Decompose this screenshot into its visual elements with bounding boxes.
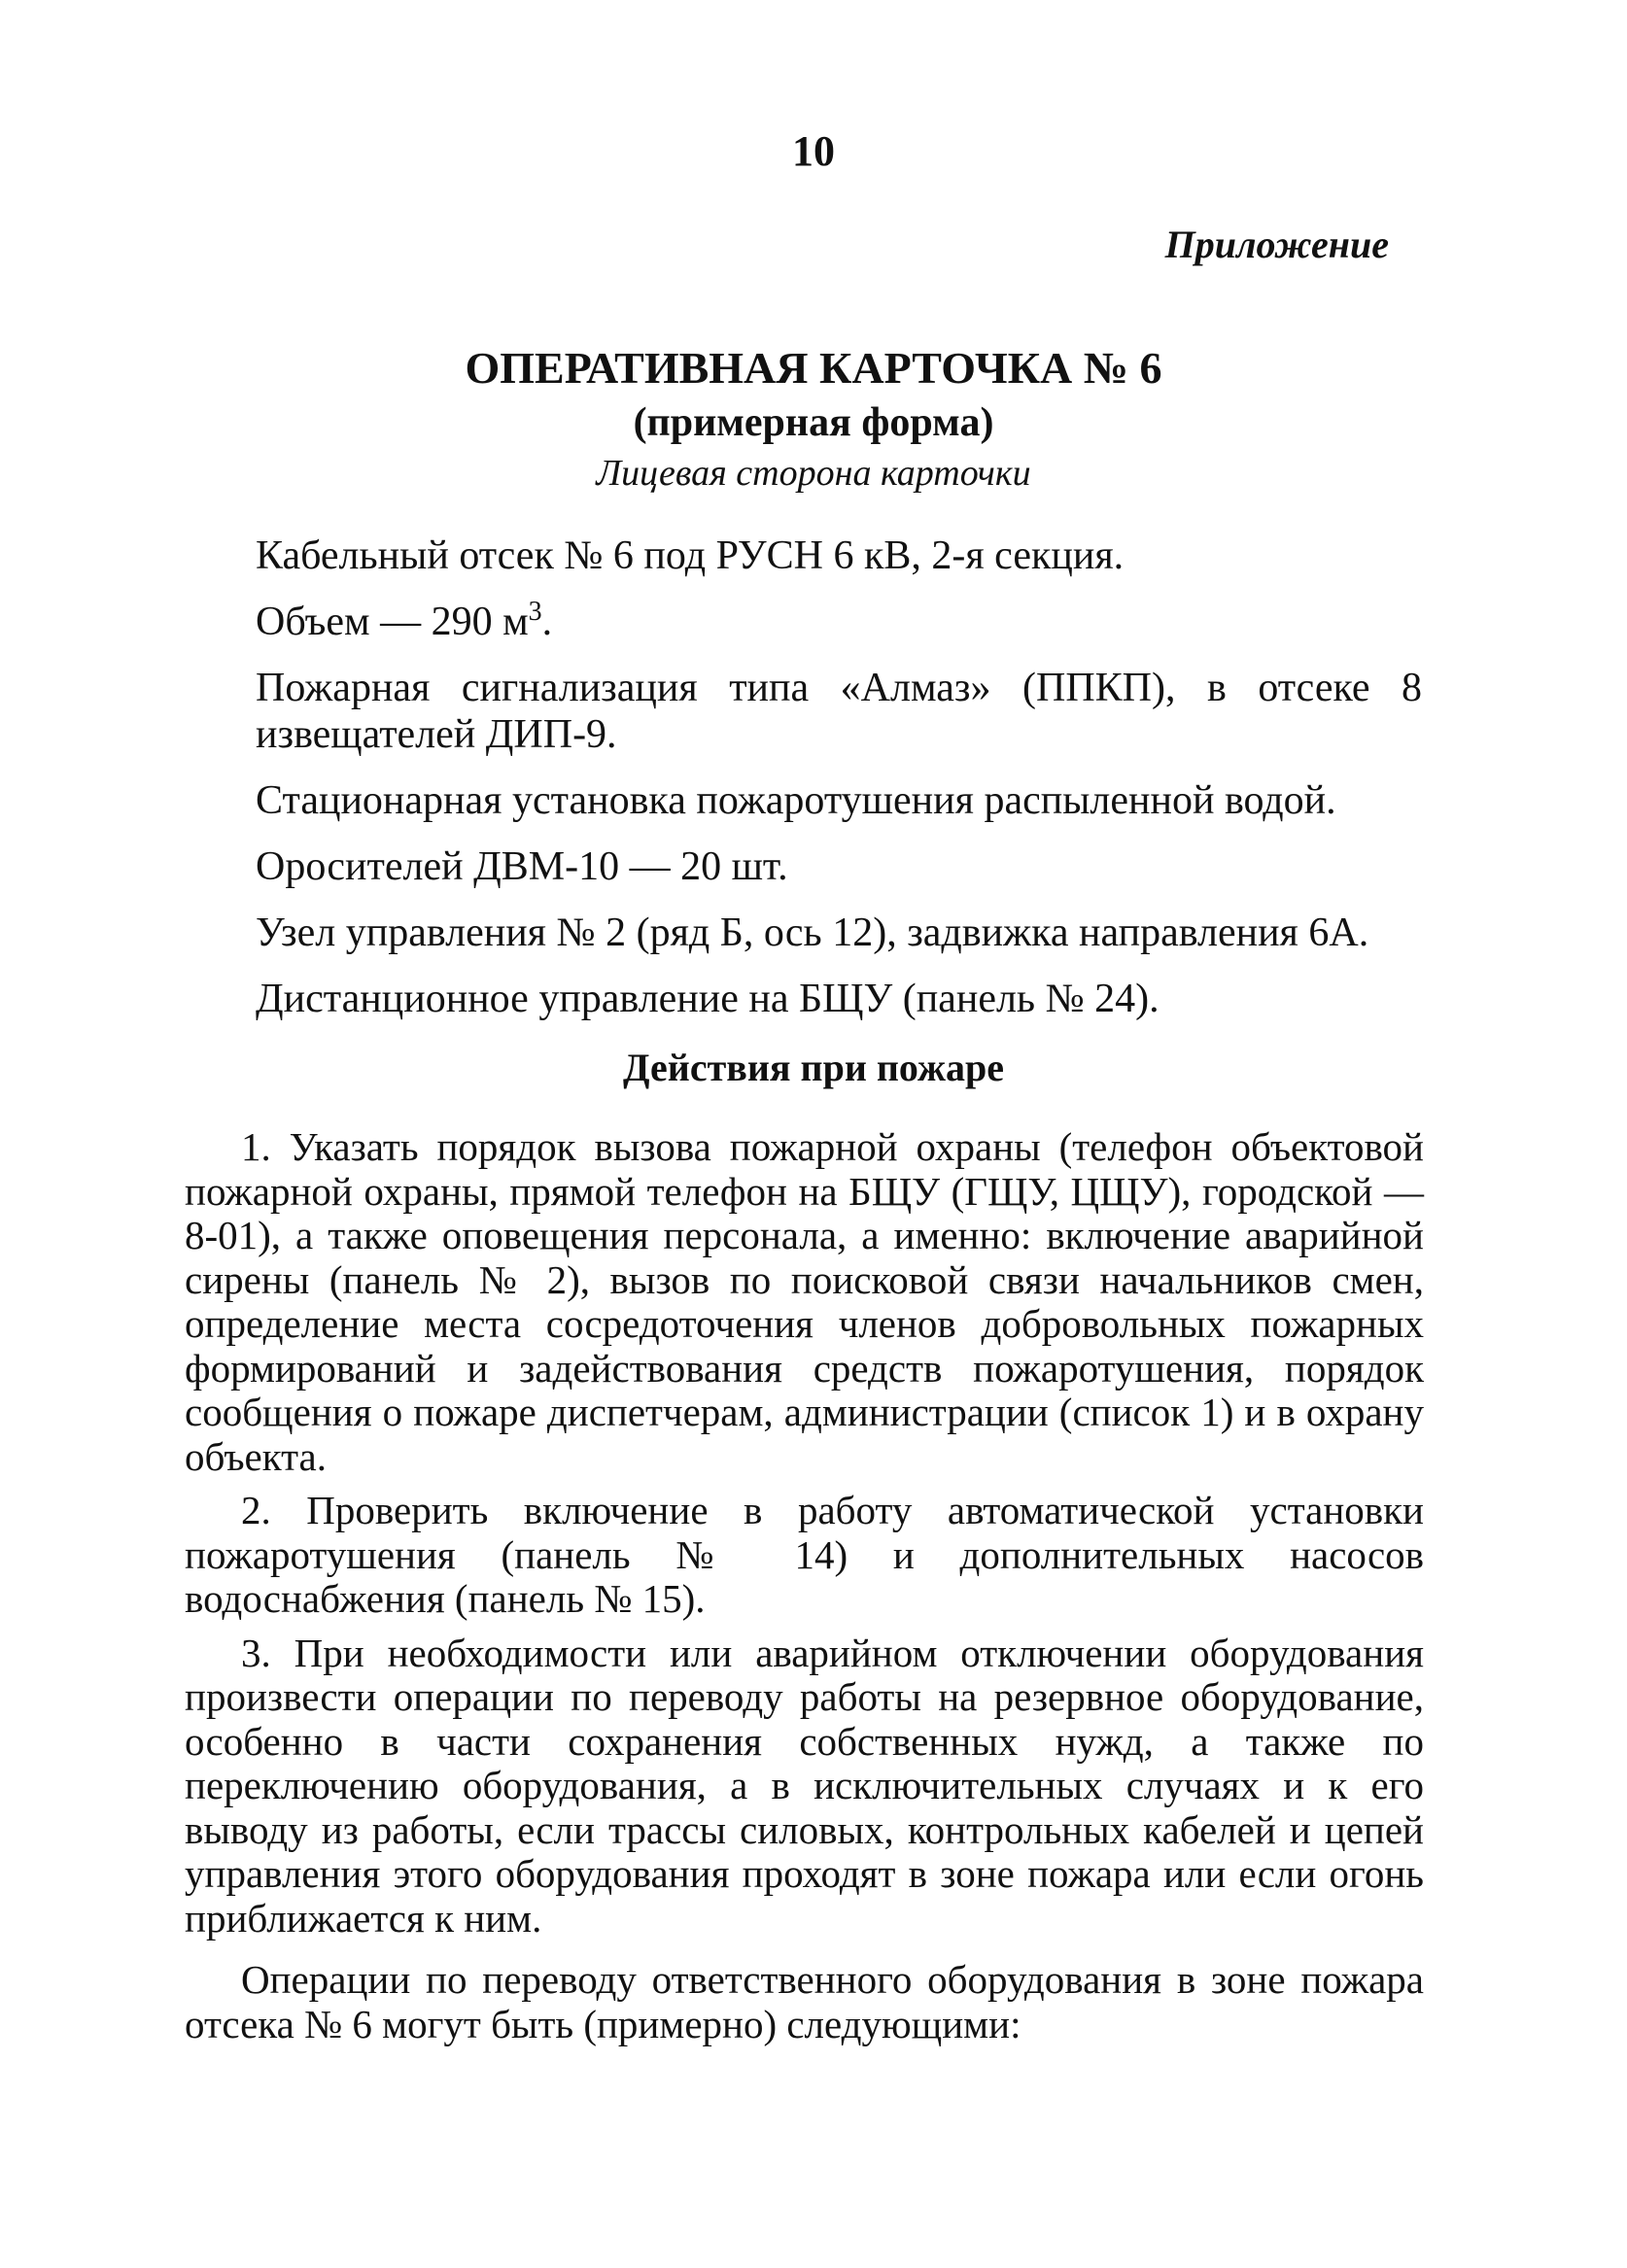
control-unit-line: Узел управления № 2 (ряд Б, ось 12), задвижка направления 6А. bbox=[256, 911, 1369, 955]
volume-line bbox=[256, 599, 1422, 645]
sprinklers-line: Оросителей ДВМ-10 — 20 шт. bbox=[256, 844, 788, 889]
document-subtitle: (примерная форма) bbox=[633, 400, 994, 445]
title-block bbox=[0, 340, 1627, 498]
page-number: 10 bbox=[792, 127, 835, 175]
section-heading: Действия при пожаре bbox=[623, 1046, 1004, 1089]
action-item: 1. Указать порядок вызова пожарной охраны (телефон объектовой пожарной охраны, прямой телефон на БЩУ (ГЩУ, ЦЩУ), городской — 8-01), а также оповещения персонала, а именно: включение аварийной сирены (панель № 2), вызов по поисковой связи начальников смен, определение места сосредоточения членов добровольных пожарных формирований и задействования средств пожаротушения, порядок сообщения о пожаре диспетчерам, администрации (список 1) и в охрану объекта. bbox=[185, 1124, 1424, 1479]
closing-paragraph: Операции по переводу ответственного оборудования в зоне пожара отсека № 6 могут быть (примерно) следующими: bbox=[185, 1957, 1424, 2046]
compartment-line: Кабельный отсек № 6 под РУСН 6 кВ, 2-я секция. bbox=[256, 533, 1125, 578]
card-side-note: Лицевая сторона карточки bbox=[596, 453, 1031, 494]
action-item: 3. При необходимости или аварийном отключении оборудования произвести операции по переводу работы на резервное оборудование, особенно в части сохранения собственных нужд, а также по переключению оборудования, а в исключительных случаях и к его выводу из работы, если трассы силовых, контрольных кабелей и цепей управления этого оборудования проходят в зоне пожара или если огонь приближается к ним. bbox=[185, 1630, 1424, 1941]
installation-line: Стационарная установка пожаротушения распыленной водой. bbox=[256, 778, 1336, 823]
remote-control-line: Дистанционное управление на БЩУ (панель № 24). bbox=[256, 977, 1160, 1021]
appendix-label: Приложение bbox=[1164, 223, 1389, 266]
volume-unit-exponent: 3 bbox=[528, 597, 542, 627]
card-info bbox=[256, 533, 1422, 1042]
action-item: 2. Проверить включение в работу автоматической установки пожаротушения (панель № 14) и дополнительных насосов водоснабжения (панель № 15). bbox=[185, 1488, 1424, 1621]
document-title: ОПЕРАТИВНАЯ КАРТОЧКА № 6 bbox=[465, 343, 1162, 393]
actions-list bbox=[185, 1125, 1424, 2056]
alarm-line: Пожарная сигнализация типа «Алмаз» (ППКП), в отсеке 8 извещателей ДИП-9. bbox=[256, 666, 1422, 757]
volume-text: Объем — 290 м bbox=[256, 600, 529, 644]
volume-suffix: . bbox=[541, 600, 553, 644]
